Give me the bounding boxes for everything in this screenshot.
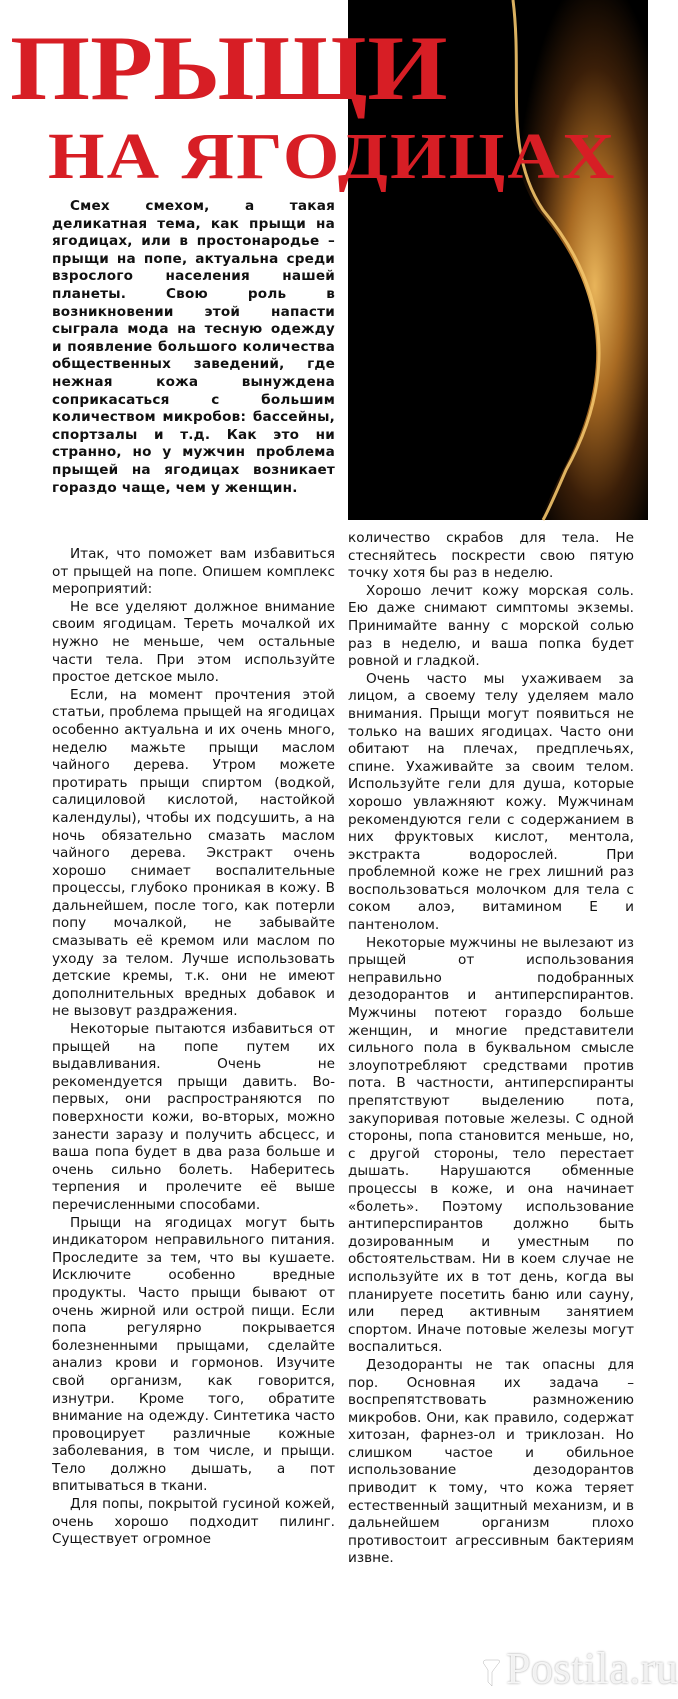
paragraph: Дезодоранты не так опасны для пор. Основная их задача – воспрепятствовать размножению микробов. Они, как правило, содержат хитозан, фарнез-ол и триклозан. Но слишком частое и обильное использование дезодорантов приводит к тому, что кожа теряет естественный защитный механизм, и в дальнейшем организм плохо противостоит агрессивным бактериям извне. [348, 1356, 634, 1567]
paragraph: количество скрабов для тела. Не стесняйтесь поскрести свою пятую точку хотя бы раз в неделю. [348, 530, 634, 582]
watermark-text: Postila.ru [506, 1644, 678, 1693]
paragraph: Некоторые мужчины не вылезают из прыщей от использования неправильно подобранных дезодорантов и антиперспирантов. Мужчины потеют гораздо больше женщин, и многие представители сильного пола в буквальном смысле злоупотребляют средствами против пота. В частности, антиперспиранты препятствуют выделению пота, закупоривая потовые железы. С одной стороны, попа становится меньше, но, с другой стороны, тело перестает дышать. Нарушаются обменные процессы в коже, и она начинает «болеть». Поэтому использование антиперспирантов должно быть дозированным и уместным по обстоятельствам. Ни в коем случае не используйте их в тот день, когда вы планируете посетить баню или сауну, или перед активным занятием спортом. Иначе потовые железы могут воспалиться. [348, 934, 634, 1356]
watermark [482, 1643, 678, 1694]
headline-line-2: НА ЯГОДИЦАХ [48, 120, 617, 193]
paragraph: Не все уделяют должное внимание своим ягодицам. Тереть мочалкой их нужно не меньше, чем остальные части тела. При этом используйте простое детское мыло. [52, 598, 335, 686]
paragraph: Если, на момент прочтения этой статьи, проблема прыщей на ягодицах особенно актуальна и их очень много, неделю мажьте прыщи маслом чайного дерева. Утром можете протирать прыщи спиртом (водкой, салициловой кислотой, настойкой календулы), чтобы их подсушить, а на ночь обязательно смазать маслом чайного дерева. Экстракт очень хорошо снимает воспалительные процессы, глубоко проникая в кожу. В дальнейшем, после того, как потерли попу мочалкой, не забывайте смазывать её кремом или маслом по уходу за телом. Лучше использовать детские кремы, т.к. они не имеют дополнительных вредных добавок и не вызовут раздражения. [52, 686, 335, 1020]
paragraph: Итак, что поможет вам избавиться от прыщей на попе. Опишем комплекс мероприятий: [52, 546, 335, 598]
paragraph: Очень часто мы ухаживаем за лицом, а своему телу уделяем мало внимания. Прыщи могут появиться не только на ваших ягодицах. Часто они обитают на плечах, предплечьях, спине. Ухаживайте за своим телом. Используйте гели для душа, которые хорошо увлажняют кожу. Мужчинам рекомендуются гели с содержанием в них фруктовых кислот, ментола, экстракта водорослей. При проблемной коже не грех лишний раз воспользоваться молочком для тела с соком алоэ, витамином Е и пантенолом. [348, 670, 634, 934]
headline-line-1: ПРЫЩИ [10, 17, 448, 119]
left-column [52, 546, 335, 1549]
paragraph: Некоторые пытаются избавиться от прыщей на попе путем их выдавливания. Очень не рекомендуется прыщи давить. Во-первых, они распространяются по поверхности кожи, во-вторых, можно занести заразу и получить абсцесс, и ваша попа будет в два раза больше и очень сильно болеть. Наберитесь терпения и пролечите её выше перечисленными способами. [52, 1021, 335, 1213]
lead-paragraph [52, 198, 335, 497]
lead-text: Смех смехом, а такая деликатная тема, как прыщи на ягодицах, или в простонародье – прыщи на попе, актуальна среди взрослого населения нашей планеты. Свою роль в возникновении этой напасти сыграла мода на тесную одежду и появление большого количества общественных заведений, где нежная кожа вынуждена соприкасаться с большим количеством микробов: бассейны, спортзалы и т.д. Как это ни странно, но у мужчин проблема прыщей на ягодицах возникает гораздо чаще, чем у женщин. [52, 198, 335, 496]
right-column [348, 530, 634, 1568]
paragraph: Для попы, покрытой гусиной кожей, очень хорошо подходит пилинг. Существует огромное [52, 1496, 335, 1548]
paragraph: Хорошо лечит кожу морская соль. Ею даже снимают симптомы экземы. Принимайте ванну с морской солью раз в неделю, и ваша попка будет ровной и гладкой. [348, 582, 634, 670]
postila-logo-icon [482, 1658, 502, 1688]
paragraph: Прыщи на ягодицах могут быть индикатором неправильного питания. Проследите за тем, что вы кушаете. Исключите особенно вредные продукты. Часто прыщи бывают от очень жирной или острой пищи. Если попа регулярно покрывается болезненными прыщами, сделайте анализ крови и гормонов. Изучите свой организм, как говорится, изнутри. Кроме того, обратите внимание на одежду. Синтетика часто провоцирует различные кожные заболевания, в том числе, и прыщи. Тело должно дышать, а пот впитываться в ткани. [52, 1214, 335, 1495]
